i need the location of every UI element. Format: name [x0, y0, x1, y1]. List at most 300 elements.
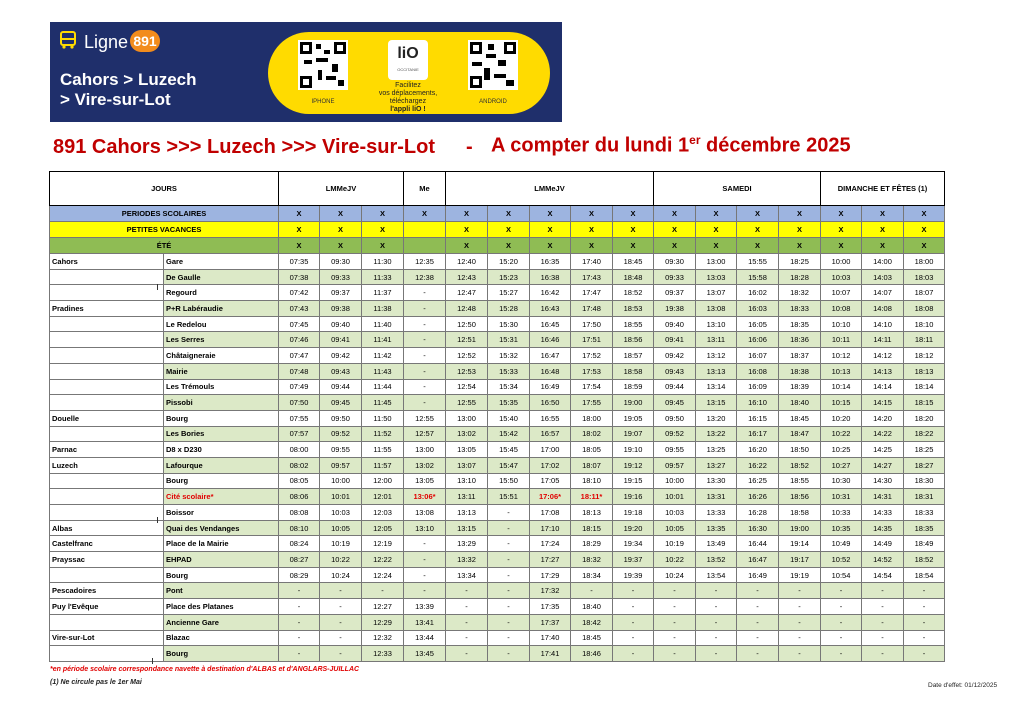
departure-time: 18:52 [904, 552, 945, 568]
departure-time: 17:00 [530, 442, 571, 458]
day-group-header: LMMeJV [279, 172, 404, 206]
promo-text: Facilitez vos déplacements, téléchargez l'appli liO ! [378, 82, 438, 113]
route-line-2: > Vire-sur-Lot [60, 90, 171, 109]
timetable [49, 171, 945, 662]
departure-time: - [279, 583, 320, 599]
line-label: Ligne [84, 32, 129, 52]
commune-cell [50, 379, 164, 395]
departure-time: 07:48 [279, 363, 320, 379]
departure-time: - [821, 599, 862, 615]
stop-row [50, 489, 945, 505]
departure-time: 11:40 [362, 316, 404, 332]
departure-time: 18:37 [779, 348, 821, 364]
app-promo [268, 32, 550, 114]
departure-time: 09:52 [320, 426, 362, 442]
departure-time: 18:55 [779, 473, 821, 489]
period-label: ÉTÉ [50, 238, 279, 254]
departure-time: 11:33 [362, 269, 404, 285]
departure-time: 18:11* [571, 489, 613, 505]
departure-time: 09:41 [654, 332, 696, 348]
departure-time: 09:45 [654, 395, 696, 411]
departure-time: 07:46 [279, 332, 320, 348]
departure-time: 13:15 [446, 520, 488, 536]
stop-row [50, 520, 945, 536]
departure-time: 09:43 [320, 363, 362, 379]
departure-time: 16:46 [530, 332, 571, 348]
departure-time: 13:07 [696, 285, 737, 301]
departure-time: 18:36 [779, 332, 821, 348]
departure-time: 18:32 [779, 285, 821, 301]
departure-time: 12:51 [446, 332, 488, 348]
departure-time: 12:43 [446, 269, 488, 285]
departure-time: - [779, 646, 821, 662]
departure-time: 09:57 [654, 457, 696, 473]
departure-time: 09:55 [654, 442, 696, 458]
departure-time: 13:25 [696, 442, 737, 458]
departure-time: 09:42 [320, 348, 362, 364]
departure-time: 12:54 [446, 379, 488, 395]
departure-time: - [654, 583, 696, 599]
departure-time: - [488, 505, 530, 521]
departure-time: 11:42 [362, 348, 404, 364]
departure-time: 17:47 [571, 285, 613, 301]
departure-time: 19:12 [613, 457, 654, 473]
departure-time: 18:46 [571, 646, 613, 662]
stop-name-cell: Bourg [164, 410, 279, 426]
departure-time: - [779, 630, 821, 646]
departure-time: 13:02 [404, 457, 446, 473]
departure-time: 13:06* [404, 489, 446, 505]
departure-time: 13:10 [446, 473, 488, 489]
departure-time: - [320, 630, 362, 646]
departure-time: 13:13 [696, 363, 737, 379]
departure-time: 10:22 [654, 552, 696, 568]
departure-time: - [821, 583, 862, 599]
stop-name-cell: P+R Labéraudie [164, 301, 279, 317]
period-mark: X [320, 206, 362, 222]
departure-time: 12:55 [446, 395, 488, 411]
period-mark: X [862, 238, 904, 254]
departure-time: 15:32 [488, 348, 530, 364]
departure-time: 19:34 [613, 536, 654, 552]
commune-cell: Puy l'Evêque [50, 599, 164, 615]
departure-time: 12:48 [446, 301, 488, 317]
departure-time: 12:22 [362, 552, 404, 568]
period-mark: X [530, 206, 571, 222]
departure-time: 17:35 [530, 599, 571, 615]
departure-time: 10:15 [821, 395, 862, 411]
departure-time: 18:49 [904, 536, 945, 552]
departure-time: - [779, 599, 821, 615]
departure-time: 17:06* [530, 489, 571, 505]
period-label: PERIODES SCOLAIRES [50, 206, 279, 222]
stop-name-cell: Quai des Vendanges [164, 520, 279, 536]
departure-time: 13:00 [696, 254, 737, 270]
departure-time: 19:37 [613, 552, 654, 568]
departure-time: 13:00 [404, 442, 446, 458]
commune-cell [50, 395, 164, 411]
departure-time: 13:35 [696, 520, 737, 536]
commune-cell: Parnac [50, 442, 164, 458]
departure-time: 18:45 [613, 254, 654, 270]
departure-time: 13:20 [696, 410, 737, 426]
departure-time: 18:40 [571, 599, 613, 615]
period-mark: X [362, 238, 404, 254]
departure-time: 09:45 [320, 395, 362, 411]
departure-time: 19:20 [613, 520, 654, 536]
departure-time: 11:55 [362, 442, 404, 458]
day-group-header: DIMANCHE ET FÊTES (1) [821, 172, 945, 206]
period-mark: X [821, 222, 862, 238]
departure-time: 09:38 [320, 301, 362, 317]
departure-time: 18:35 [779, 316, 821, 332]
period-mark: X [862, 222, 904, 238]
departure-time: 14:08 [862, 301, 904, 317]
departure-time: 18:15 [904, 395, 945, 411]
departure-time: 12:40 [446, 254, 488, 270]
departure-time: 10:31 [821, 489, 862, 505]
departure-time: - [488, 630, 530, 646]
departure-time: 19:19 [779, 567, 821, 583]
departure-time: - [904, 630, 945, 646]
line-number-badge: 891 [130, 30, 160, 52]
departure-time: 09:43 [654, 363, 696, 379]
stop-name-cell: Les Trémouls [164, 379, 279, 395]
departure-time: 14:12 [862, 348, 904, 364]
departure-time: 18:30 [904, 473, 945, 489]
departure-time: 18:39 [779, 379, 821, 395]
departure-time: - [488, 646, 530, 662]
departure-time: 11:57 [362, 457, 404, 473]
qr-iphone-label: IPHONE [311, 99, 335, 105]
stop-name-cell: Pissobi [164, 395, 279, 411]
stop-row [50, 254, 945, 270]
departure-time: - [862, 630, 904, 646]
departure-time: 17:48 [571, 301, 613, 317]
departure-time: 07:35 [279, 254, 320, 270]
departure-time: 14:25 [862, 442, 904, 458]
departure-time: 16:42 [530, 285, 571, 301]
departure-time: 18:56 [613, 332, 654, 348]
departure-time: 13:49 [696, 536, 737, 552]
departure-time: 18:00 [571, 410, 613, 426]
departure-time: 07:43 [279, 301, 320, 317]
stop-row [50, 285, 945, 301]
commune-cell [50, 489, 164, 505]
period-mark: X [862, 206, 904, 222]
stop-name-cell: Lafourque [164, 457, 279, 473]
period-mark: X [696, 222, 737, 238]
bus-icon [58, 30, 78, 50]
departure-time: 11:30 [362, 254, 404, 270]
departure-time: 18:27 [904, 457, 945, 473]
departure-time: 18:22 [904, 426, 945, 442]
departure-time: 14:03 [862, 269, 904, 285]
departure-time: - [821, 630, 862, 646]
departure-time: 15:23 [488, 269, 530, 285]
period-mark: X [530, 238, 571, 254]
departure-time: 12:33 [362, 646, 404, 662]
departure-time: 18:03 [904, 269, 945, 285]
effective-date: Date d'effet: 01/12/2025 [928, 682, 998, 689]
departure-time: - [737, 614, 779, 630]
commune-cell: Pradines [50, 301, 164, 317]
qr-code-iphone[interactable] [298, 40, 348, 90]
departure-time: 17:53 [571, 363, 613, 379]
departure-time: 13:39 [404, 599, 446, 615]
departure-time: 13:10 [404, 520, 446, 536]
departure-time: 12:57 [404, 426, 446, 442]
line-banner [50, 22, 562, 122]
departure-time: - [320, 583, 362, 599]
departure-time: 12:53 [446, 363, 488, 379]
commune-cell [50, 332, 164, 348]
departure-time: - [404, 583, 446, 599]
commune-cell [50, 269, 164, 285]
departure-time: 17:51 [571, 332, 613, 348]
departure-time: 17:40 [571, 254, 613, 270]
period-mark [404, 238, 446, 254]
departure-time: 13:14 [696, 379, 737, 395]
departure-time: 10:24 [654, 567, 696, 583]
period-mark: X [737, 222, 779, 238]
commune-cell: Prayssac [50, 552, 164, 568]
departure-time: 14:11 [862, 332, 904, 348]
departure-time: - [696, 583, 737, 599]
period-mark: X [654, 238, 696, 254]
departure-time: 09:37 [654, 285, 696, 301]
departure-time: - [862, 614, 904, 630]
departure-time: - [862, 583, 904, 599]
departure-time: 16:48 [530, 363, 571, 379]
departure-time: 09:33 [320, 269, 362, 285]
departure-time: 17:37 [530, 614, 571, 630]
departure-time: 17:02 [530, 457, 571, 473]
stop-row [50, 567, 945, 583]
departure-time: 15:28 [488, 301, 530, 317]
departure-time: 08:02 [279, 457, 320, 473]
departure-time: 19:17 [779, 552, 821, 568]
departure-time: 19:18 [613, 505, 654, 521]
departure-time: - [654, 630, 696, 646]
period-row [50, 206, 945, 222]
departure-time: 18:47 [779, 426, 821, 442]
departure-time: 14:27 [862, 457, 904, 473]
departure-time: 12:35 [404, 254, 446, 270]
departure-time: 08:00 [279, 442, 320, 458]
departure-time: 18:58 [613, 363, 654, 379]
departure-time: 18:25 [779, 254, 821, 270]
departure-time: 08:06 [279, 489, 320, 505]
period-mark: X [320, 222, 362, 238]
departure-time: 13:11 [696, 332, 737, 348]
departure-time: - [904, 614, 945, 630]
period-label: PETITES VACANCES [50, 222, 279, 238]
departure-time: - [279, 646, 320, 662]
departure-time: 15:45 [488, 442, 530, 458]
departure-time: 09:33 [654, 269, 696, 285]
commune-cell: Vire-sur-Lot [50, 630, 164, 646]
departure-time: 17:08 [530, 505, 571, 521]
departure-time: 10:10 [821, 316, 862, 332]
departure-time: 15:35 [488, 395, 530, 411]
departure-time: 17:05 [530, 473, 571, 489]
qr-code-android[interactable] [468, 40, 518, 90]
departure-time: 19:10 [613, 442, 654, 458]
departure-time: 14:10 [862, 316, 904, 332]
departure-time: 13:22 [696, 426, 737, 442]
departure-time: 16:08 [737, 363, 779, 379]
qr-android-label: ANDROID [479, 99, 507, 105]
departure-time: 10:01 [320, 489, 362, 505]
departure-time: 18:56 [779, 489, 821, 505]
effective-date-title: A compter du lundi 1er décembre 2025 [491, 133, 851, 157]
departure-time: 12:03 [362, 505, 404, 521]
tick-mark [157, 517, 158, 523]
commune-cell [50, 473, 164, 489]
route-line-1: Cahors > Luzech [60, 70, 197, 89]
departure-time: 18:55 [613, 316, 654, 332]
departure-time: 17:43 [571, 269, 613, 285]
footnote-school: *en période scolaire correspondance navette à destination d'ALBAS et d'ANGLARS-JUILLAC [50, 666, 360, 673]
period-mark: X [821, 206, 862, 222]
departure-time: 12:55 [404, 410, 446, 426]
departure-time: 17:32 [530, 583, 571, 599]
departure-time: 12:24 [362, 567, 404, 583]
departure-time: 19:00 [613, 395, 654, 411]
period-mark: X [446, 238, 488, 254]
departure-time: 10:24 [320, 567, 362, 583]
departure-time: 13:54 [696, 567, 737, 583]
departure-time: 18:52 [779, 457, 821, 473]
departure-time: - [737, 646, 779, 662]
departure-time: 18:38 [779, 363, 821, 379]
period-mark: X [613, 206, 654, 222]
departure-time: 15:33 [488, 363, 530, 379]
departure-time: 10:03 [320, 505, 362, 521]
stop-name-cell: Bourg [164, 646, 279, 662]
stop-row [50, 395, 945, 411]
departure-time: 14:00 [862, 254, 904, 270]
departure-time: 16:38 [530, 269, 571, 285]
departure-time: 15:51 [488, 489, 530, 505]
departure-time: 09:41 [320, 332, 362, 348]
departure-time: 17:41 [530, 646, 571, 662]
departure-time: 18:33 [904, 505, 945, 521]
departure-time: 18:05 [571, 442, 613, 458]
departure-time: 10:19 [320, 536, 362, 552]
departure-time: 15:58 [737, 269, 779, 285]
departure-time: 11:38 [362, 301, 404, 317]
stop-name-cell: Pont [164, 583, 279, 599]
stop-name-cell: Place de la Mairie [164, 536, 279, 552]
departure-time: 12:00 [362, 473, 404, 489]
departure-time: - [488, 536, 530, 552]
departure-time: - [404, 379, 446, 395]
departure-time: 13:41 [404, 614, 446, 630]
stop-row [50, 583, 945, 599]
departure-time: - [696, 646, 737, 662]
departure-time: - [613, 583, 654, 599]
period-mark: X [613, 238, 654, 254]
period-mark: X [737, 238, 779, 254]
stop-name-cell: Mairie [164, 363, 279, 379]
departure-time: 17:27 [530, 552, 571, 568]
departure-time: - [446, 599, 488, 615]
commune-cell [50, 363, 164, 379]
departure-time: - [821, 646, 862, 662]
departure-time: 16:22 [737, 457, 779, 473]
commune-cell: Luzech [50, 457, 164, 473]
departure-time: 10:13 [821, 363, 862, 379]
departure-time: 12:27 [362, 599, 404, 615]
lio-logo: liO OCCITANIE [388, 40, 428, 80]
stop-row [50, 442, 945, 458]
period-mark: X [446, 222, 488, 238]
commune-cell [50, 285, 164, 301]
departure-time: 08:05 [279, 473, 320, 489]
stop-name-cell: Les Serres [164, 332, 279, 348]
departure-time: 18:10 [904, 316, 945, 332]
departure-time: 10:11 [821, 332, 862, 348]
departure-time: 18:54 [904, 567, 945, 583]
stop-row [50, 348, 945, 364]
period-mark [404, 222, 446, 238]
departure-time: 16:03 [737, 301, 779, 317]
departure-time: 10:12 [821, 348, 862, 364]
departure-time: - [613, 614, 654, 630]
stop-row [50, 457, 945, 473]
stop-row [50, 552, 945, 568]
departure-time: - [571, 583, 613, 599]
departure-time: 09:37 [320, 285, 362, 301]
period-mark: X [696, 206, 737, 222]
departure-time: 10:30 [821, 473, 862, 489]
period-mark: X [362, 206, 404, 222]
departure-time: 11:43 [362, 363, 404, 379]
departure-time: - [737, 583, 779, 599]
departure-time: 17:55 [571, 395, 613, 411]
departure-time: 10:01 [654, 489, 696, 505]
period-mark: X [404, 206, 446, 222]
departure-time: - [613, 646, 654, 662]
departure-time: 10:25 [821, 442, 862, 458]
departure-time: 18:34 [571, 567, 613, 583]
stop-name-cell: Blazac [164, 630, 279, 646]
commune-cell: Cahors [50, 254, 164, 270]
departure-time: 19:00 [779, 520, 821, 536]
departure-time: 15:50 [488, 473, 530, 489]
departure-time: - [404, 285, 446, 301]
period-mark: X [904, 222, 945, 238]
departure-time: 08:08 [279, 505, 320, 521]
departure-time: - [404, 332, 446, 348]
departure-time: 16:44 [737, 536, 779, 552]
departure-time: - [904, 583, 945, 599]
departure-time: - [696, 630, 737, 646]
day-group-header: Me [404, 172, 446, 206]
departure-time: 10:03 [654, 505, 696, 521]
period-mark: X [779, 206, 821, 222]
departure-time: - [488, 599, 530, 615]
period-mark: X [779, 238, 821, 254]
departure-time: - [862, 646, 904, 662]
departure-time: 09:40 [654, 316, 696, 332]
period-mark: X [737, 206, 779, 222]
departure-time: 14:07 [862, 285, 904, 301]
stop-name-cell: Bourg [164, 567, 279, 583]
period-mark: X [320, 238, 362, 254]
